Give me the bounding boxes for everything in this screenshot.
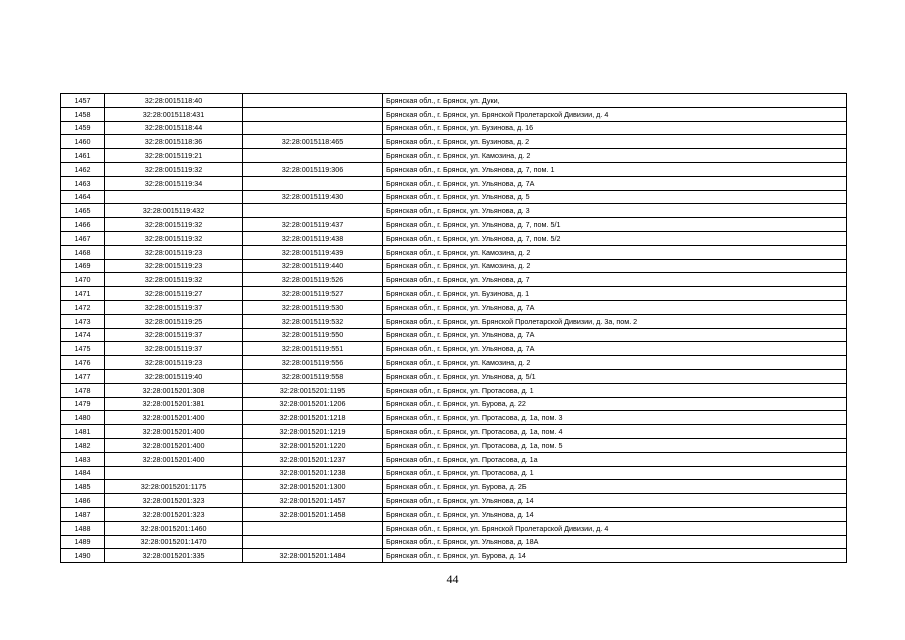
premises-cadastral-number-cell: 32:28:0015119:532 — [243, 314, 383, 328]
premises-cadastral-number-cell — [243, 107, 383, 121]
table-row — [61, 356, 847, 370]
address-cell: Брянская обл., г. Брянск, ул. Камозина, д. 2 — [383, 259, 847, 273]
address-cell: Брянская обл., г. Брянск, ул. Ульянова, д. 3 — [383, 204, 847, 218]
address-cell: Брянская обл., г. Брянск, ул. Протасова, д. 1а, пом. 5 — [383, 438, 847, 452]
cadastral-number-cell: 32:28:0015119:32 — [105, 231, 243, 245]
premises-cadastral-number-cell: 32:28:0015119:530 — [243, 300, 383, 314]
premises-cadastral-number-cell: 32:28:0015119:556 — [243, 356, 383, 370]
cadastral-number-cell: 32:28:0015119:432 — [105, 204, 243, 218]
table-row — [61, 162, 847, 176]
premises-cadastral-number-cell: 32:28:0015201:1220 — [243, 438, 383, 452]
premises-cadastral-number-cell: 32:28:0015201:1458 — [243, 507, 383, 521]
cadastral-number-cell: 32:28:0015119:37 — [105, 342, 243, 356]
table-row — [61, 190, 847, 204]
row-number-cell: 1490 — [61, 549, 105, 563]
table-row — [61, 245, 847, 259]
table-row — [61, 383, 847, 397]
cadastral-number-cell: 32:28:0015119:32 — [105, 273, 243, 287]
cadastral-number-cell — [105, 190, 243, 204]
row-number-cell: 1459 — [61, 121, 105, 135]
row-number-cell: 1480 — [61, 411, 105, 425]
premises-cadastral-number-cell: 32:28:0015119:430 — [243, 190, 383, 204]
row-number-cell: 1465 — [61, 204, 105, 218]
table-row — [61, 425, 847, 439]
cadastral-number-cell: 32:28:0015119:32 — [105, 162, 243, 176]
address-cell: Брянская обл., г. Брянск, ул. Ульянова, д. 7 — [383, 273, 847, 287]
cadastral-number-cell: 32:28:0015118:36 — [105, 135, 243, 149]
table-row — [61, 273, 847, 287]
table-row — [61, 300, 847, 314]
table-row — [61, 314, 847, 328]
row-number-cell: 1468 — [61, 245, 105, 259]
premises-cadastral-number-cell: 32:28:0015119:551 — [243, 342, 383, 356]
table-row — [61, 176, 847, 190]
cadastral-number-cell: 32:28:0015201:400 — [105, 411, 243, 425]
premises-cadastral-number-cell: 32:28:0015201:1457 — [243, 494, 383, 508]
premises-cadastral-number-cell: 32:28:0015201:1484 — [243, 549, 383, 563]
address-cell: Брянская обл., г. Брянск, ул. Бурова, д. 22 — [383, 397, 847, 411]
address-cell: Брянская обл., г. Брянск, ул. Ульянова, д. 14 — [383, 494, 847, 508]
row-number-cell: 1482 — [61, 438, 105, 452]
premises-cadastral-number-cell: 32:28:0015119:306 — [243, 162, 383, 176]
address-cell: Брянская обл., г. Брянск, ул. Ульянова, д. 7, пом. 5/1 — [383, 218, 847, 232]
cadastral-number-cell: 32:28:0015119:25 — [105, 314, 243, 328]
row-number-cell: 1460 — [61, 135, 105, 149]
cadastral-number-cell: 32:28:0015118:431 — [105, 107, 243, 121]
address-cell: Брянская обл., г. Брянск, ул. Камозина, д. 2 — [383, 356, 847, 370]
cadastral-number-cell: 32:28:0015119:21 — [105, 149, 243, 163]
table-row — [61, 369, 847, 383]
premises-cadastral-number-cell: 32:28:0015201:1300 — [243, 480, 383, 494]
row-number-cell: 1488 — [61, 521, 105, 535]
cadastral-number-cell: 32:28:0015119:37 — [105, 300, 243, 314]
table-row — [61, 549, 847, 563]
page-number: 44 — [446, 572, 459, 586]
cadastral-number-cell: 32:28:0015119:23 — [105, 259, 243, 273]
premises-cadastral-number-cell — [243, 535, 383, 549]
cadastral-number-cell: 32:28:0015119:34 — [105, 176, 243, 190]
row-number-cell: 1477 — [61, 369, 105, 383]
row-number-cell: 1470 — [61, 273, 105, 287]
address-cell: Брянская обл., г. Брянск, ул. Камозина, д. 2 — [383, 245, 847, 259]
cadastral-number-cell: 32:28:0015201:323 — [105, 494, 243, 508]
registry-table — [60, 93, 847, 563]
row-number-cell: 1469 — [61, 259, 105, 273]
address-cell: Брянская обл., г. Брянск, ул. Ульянова, д. 7, пом. 5/2 — [383, 231, 847, 245]
address-cell: Брянская обл., г. Брянск, ул. Ульянова, д. 5 — [383, 190, 847, 204]
cadastral-number-cell: 32:28:0015118:40 — [105, 94, 243, 108]
table-row — [61, 535, 847, 549]
premises-cadastral-number-cell: 32:28:0015201:1206 — [243, 397, 383, 411]
premises-cadastral-number-cell — [243, 94, 383, 108]
address-cell: Брянская обл., г. Брянск, ул. Ульянова, д. 7А — [383, 328, 847, 342]
premises-cadastral-number-cell: 32:28:0015119:439 — [243, 245, 383, 259]
cadastral-number-cell: 32:28:0015201:308 — [105, 383, 243, 397]
cadastral-number-cell: 32:28:0015201:323 — [105, 507, 243, 521]
row-number-cell: 1461 — [61, 149, 105, 163]
address-cell: Брянская обл., г. Брянск, ул. Брянской Пролетарской Дивизии, д. 4 — [383, 521, 847, 535]
cadastral-number-cell: 32:28:0015201:381 — [105, 397, 243, 411]
table-row — [61, 452, 847, 466]
table-row — [61, 149, 847, 163]
row-number-cell: 1484 — [61, 466, 105, 480]
table-row — [61, 287, 847, 301]
address-cell: Брянская обл., г. Брянск, ул. Камозина, д. 2 — [383, 149, 847, 163]
table-row — [61, 521, 847, 535]
address-cell: Брянская обл., г. Брянск, ул. Ульянова, д. 14 — [383, 507, 847, 521]
row-number-cell: 1473 — [61, 314, 105, 328]
address-cell: Брянская обл., г. Брянск, ул. Ульянова, д. 7А — [383, 176, 847, 190]
row-number-cell: 1483 — [61, 452, 105, 466]
cadastral-number-cell: 32:28:0015118:44 — [105, 121, 243, 135]
premises-cadastral-number-cell: 32:28:0015119:558 — [243, 369, 383, 383]
cadastral-number-cell: 32:28:0015119:32 — [105, 218, 243, 232]
cadastral-number-cell: 32:28:0015201:400 — [105, 438, 243, 452]
table-row — [61, 231, 847, 245]
row-number-cell: 1474 — [61, 328, 105, 342]
cadastral-number-cell: 32:28:0015119:27 — [105, 287, 243, 301]
row-number-cell: 1467 — [61, 231, 105, 245]
premises-cadastral-number-cell: 32:28:0015119:440 — [243, 259, 383, 273]
row-number-cell: 1479 — [61, 397, 105, 411]
row-number-cell: 1481 — [61, 425, 105, 439]
address-cell: Брянская обл., г. Брянск, ул. Протасова, д. 1а, пом. 4 — [383, 425, 847, 439]
row-number-cell: 1462 — [61, 162, 105, 176]
table-row — [61, 94, 847, 108]
address-cell: Брянская обл., г. Брянск, ул. Брянской Пролетарской Дивизии, д. 3а, пом. 2 — [383, 314, 847, 328]
row-number-cell: 1475 — [61, 342, 105, 356]
table-row — [61, 466, 847, 480]
cadastral-number-cell: 32:28:0015201:400 — [105, 425, 243, 439]
table-row — [61, 397, 847, 411]
table-row — [61, 494, 847, 508]
table-row — [61, 342, 847, 356]
row-number-cell: 1463 — [61, 176, 105, 190]
address-cell: Брянская обл., г. Брянск, ул. Брянской Пролетарской Дивизии, д. 4 — [383, 107, 847, 121]
cadastral-number-cell: 32:28:0015201:1460 — [105, 521, 243, 535]
row-number-cell: 1472 — [61, 300, 105, 314]
premises-cadastral-number-cell — [243, 121, 383, 135]
cadastral-number-cell: 32:28:0015119:23 — [105, 245, 243, 259]
row-number-cell: 1489 — [61, 535, 105, 549]
premises-cadastral-number-cell: 32:28:0015118:465 — [243, 135, 383, 149]
address-cell: Брянская обл., г. Брянск, ул. Ульянова, д. 7А — [383, 342, 847, 356]
table-row — [61, 411, 847, 425]
premises-cadastral-number-cell: 32:28:0015201:1238 — [243, 466, 383, 480]
premises-cadastral-number-cell: 32:28:0015201:1218 — [243, 411, 383, 425]
address-cell: Брянская обл., г. Брянск, ул. Протасова, д. 1а, пом. 3 — [383, 411, 847, 425]
premises-cadastral-number-cell — [243, 521, 383, 535]
table-row — [61, 480, 847, 494]
row-number-cell: 1487 — [61, 507, 105, 521]
cadastral-number-cell: 32:28:0015201:335 — [105, 549, 243, 563]
premises-cadastral-number-cell: 32:28:0015119:526 — [243, 273, 383, 287]
row-number-cell: 1471 — [61, 287, 105, 301]
row-number-cell: 1476 — [61, 356, 105, 370]
premises-cadastral-number-cell: 32:28:0015119:527 — [243, 287, 383, 301]
premises-cadastral-number-cell — [243, 204, 383, 218]
registry-table-body — [61, 94, 847, 563]
address-cell: Брянская обл., г. Брянск, ул. Бурова, д. 14 — [383, 549, 847, 563]
cadastral-number-cell: 32:28:0015119:23 — [105, 356, 243, 370]
cadastral-number-cell: 32:28:0015201:1175 — [105, 480, 243, 494]
premises-cadastral-number-cell — [243, 176, 383, 190]
premises-cadastral-number-cell: 32:28:0015201:1237 — [243, 452, 383, 466]
cadastral-number-cell: 32:28:0015119:37 — [105, 328, 243, 342]
address-cell: Брянская обл., г. Брянск, ул. Бузинова, д. 2 — [383, 135, 847, 149]
address-cell: Брянская обл., г. Брянск, ул. Протасова, д. 1 — [383, 383, 847, 397]
premises-cadastral-number-cell — [243, 149, 383, 163]
cadastral-number-cell: 32:28:0015119:40 — [105, 369, 243, 383]
address-cell: Брянская обл., г. Брянск, ул. Протасова, д. 1 — [383, 466, 847, 480]
table-row — [61, 507, 847, 521]
cadastral-number-cell — [105, 466, 243, 480]
premises-cadastral-number-cell: 32:28:0015119:550 — [243, 328, 383, 342]
table-row — [61, 259, 847, 273]
cadastral-number-cell: 32:28:0015201:1470 — [105, 535, 243, 549]
row-number-cell: 1466 — [61, 218, 105, 232]
cadastral-number-cell: 32:28:0015201:400 — [105, 452, 243, 466]
table-row — [61, 135, 847, 149]
table-row — [61, 218, 847, 232]
address-cell: Брянская обл., г. Брянск, ул. Ульянова, д. 5/1 — [383, 369, 847, 383]
row-number-cell: 1478 — [61, 383, 105, 397]
table-row — [61, 328, 847, 342]
row-number-cell: 1464 — [61, 190, 105, 204]
address-cell: Брянская обл., г. Брянск, ул. Бузинова, д. 16 — [383, 121, 847, 135]
premises-cadastral-number-cell: 32:28:0015119:437 — [243, 218, 383, 232]
row-number-cell: 1458 — [61, 107, 105, 121]
premises-cadastral-number-cell: 32:28:0015119:438 — [243, 231, 383, 245]
row-number-cell: 1486 — [61, 494, 105, 508]
premises-cadastral-number-cell: 32:28:0015201:1219 — [243, 425, 383, 439]
premises-cadastral-number-cell: 32:28:0015201:1195 — [243, 383, 383, 397]
row-number-cell: 1457 — [61, 94, 105, 108]
table-row — [61, 204, 847, 218]
address-cell: Брянская обл., г. Брянск, ул. Дуки, — [383, 94, 847, 108]
table-row — [61, 438, 847, 452]
table-row — [61, 121, 847, 135]
row-number-cell: 1485 — [61, 480, 105, 494]
address-cell: Брянская обл., г. Брянск, ул. Ульянова, д. 7А — [383, 300, 847, 314]
table-row — [61, 107, 847, 121]
address-cell: Брянская обл., г. Брянск, ул. Протасова, д. 1а — [383, 452, 847, 466]
address-cell: Брянская обл., г. Брянск, ул. Ульянова, д. 18А — [383, 535, 847, 549]
address-cell: Брянская обл., г. Брянск, ул. Бурова, д. 2Б — [383, 480, 847, 494]
address-cell: Брянская обл., г. Брянск, ул. Бузинова, д. 1 — [383, 287, 847, 301]
address-cell: Брянская обл., г. Брянск, ул. Ульянова, д. 7, пом. 1 — [383, 162, 847, 176]
